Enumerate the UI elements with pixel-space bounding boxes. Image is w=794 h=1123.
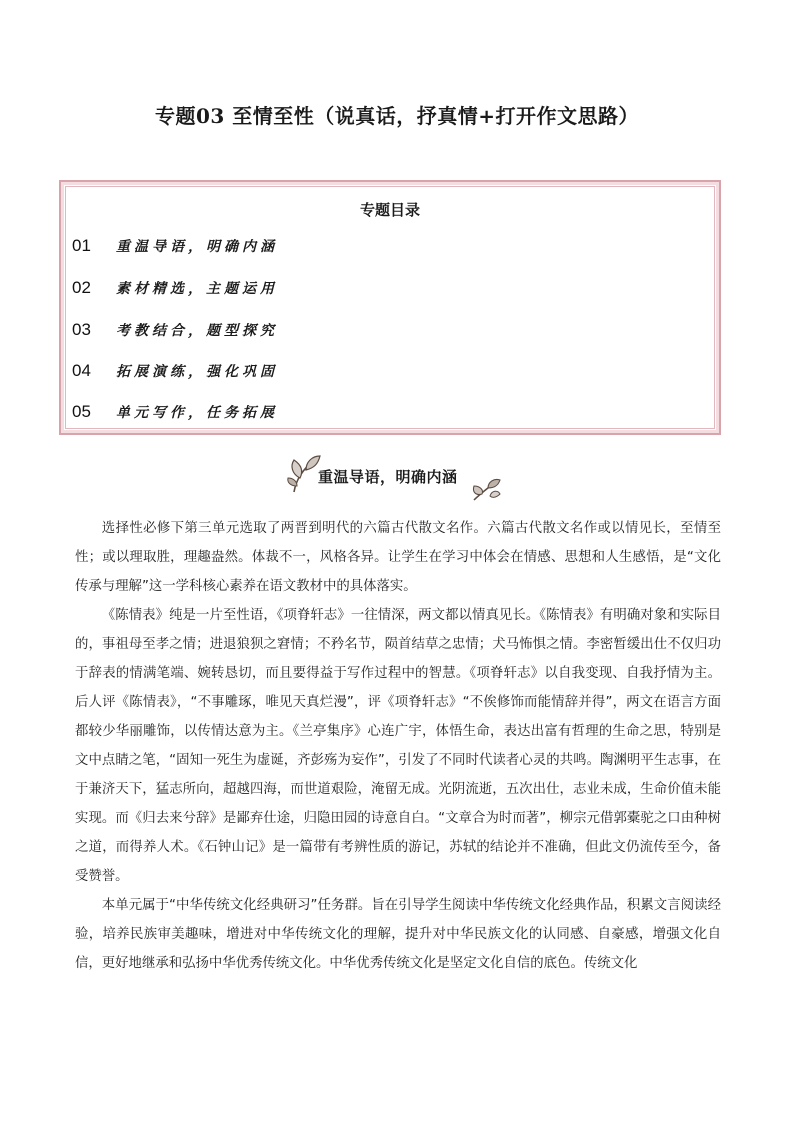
toc-item[interactable]	[72, 400, 278, 424]
toc-item[interactable]	[72, 276, 278, 300]
toc-item-label: 单元写作，任务拓展	[116, 405, 278, 421]
section-header	[0, 452, 794, 500]
toc-inner-frame	[65, 186, 715, 429]
toc-item-label: 素材精选，主题运用	[116, 281, 278, 297]
page-title: 专题03 至情至性（说真话，抒真情+打开作文思路）	[154, 104, 640, 128]
toc-heading: 专题目录	[359, 201, 420, 219]
toc-item-label: 重温导语，明确内涵	[116, 239, 278, 255]
paragraph: 《陈情表》纯是一片至性语，《项脊轩志》一往情深，两文都以情真见长。《陈情表》有明确对象和实际目的，事祖母至孝之情；进退狼狈之窘情；不矜名节，陨首结草之忠情；犬马怖惧之情。李密暂缓出仕不仅归功于辞表的情满笔端、婉转恳切，而且要得益于写作过程中的智慧。《项脊轩志》以自我变现、自我抒情为主。后人评《陈情表》，“不事雕琢，唯见天真烂漫”，评《项脊轩志》“不俟修饰而能情辞并得”，两文在语言方面都较少华丽雕饰，以传情达意为主。《兰亭集序》心连广宇，体悟生命，表达出富有哲理的生命之思，特别是文中点睛之笔，“固知一死生为虚诞，齐彭殇为妄作”，引发了不同时代读者心灵的共鸣。陶渊明平生志事，在于兼济天下，猛志所向，超越四海，而世道艰险，淹留无成。光阴流逝，五次出仕，志业未成，生命价值未能实现。而《归去来兮辞》是鄙弃仕途，归隐田园的诗意自白。“文章合为时而著”，柳宗元借郭橐驼之口由种树之道，而得养人术。《石钟山记》是一篇带有考辨性质的游记，苏轼的结论并不准确，但此文仍流传至今，备受赞誉。	[75, 608, 721, 884]
toc-item-number: 05	[72, 402, 91, 421]
toc-item[interactable]	[72, 359, 278, 383]
toc-item[interactable]	[72, 234, 278, 258]
leaf-icon-right	[470, 476, 502, 504]
paragraph: 选择性必修下第三单元选取了两晋到明代的六篇古代散文名作。六篇古代散文名作或以情见长，至情至性；或以理取胜，理趣盎然。体裁不一，风格各异。让学生在学习中体会在情感、思想和人生感悟，是“文化传承与理解”这一学科核心素养在语文教材中的具体落实。	[75, 521, 721, 594]
toc-item-label: 拓展演练，强化巩固	[116, 364, 278, 380]
toc-item-number: 02	[72, 278, 91, 297]
toc-item[interactable]	[72, 318, 278, 342]
body-text	[75, 514, 721, 978]
toc-box	[59, 180, 721, 435]
toc-item-number: 01	[72, 236, 91, 255]
toc-item-label: 考教结合，题型探究	[116, 323, 278, 339]
paragraph: 本单元属于“中华传统文化经典研习”任务群。旨在引导学生阅读中华传统文化经典作品，积累文言阅读经验，培养民族审美趣味，增进对中华传统文化的理解，提升对中华民族文化的认同感、自豪感，增强文化自信，更好地继承和弘扬中华优秀传统文化。中华优秀传统文化是坚定文化自信的底色。传统文化	[75, 898, 721, 971]
toc-item-number: 03	[72, 320, 91, 339]
toc-item-number: 04	[72, 361, 91, 380]
section-title: 重温导语，明确内涵	[318, 468, 458, 486]
